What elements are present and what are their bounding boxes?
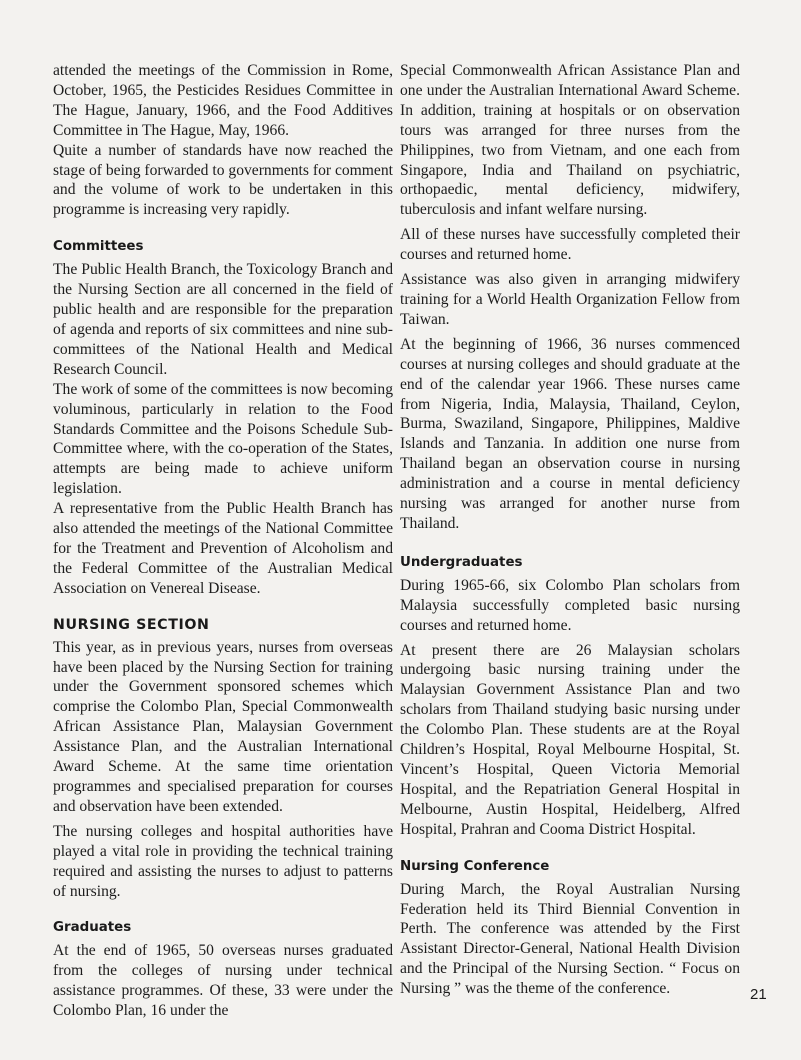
paragraph: Quite a number of standards have now reached the stage of being forwarded to governments for comment and the volume of work to be undertaken in this programme is increasing very rapidly. [53,141,393,219]
left-column [53,61,393,1021]
section-heading-committees: Committees [53,239,144,255]
section-heading-nursing-conference: Nursing Conference [400,858,550,874]
paragraph: During March, the Royal Australian Nursing Federation held its Third Biennial Convention in Perth. The conference was attended by the First Assistant Director-General, National Health Division and the Principal of the Nursing Section. “ Focus on Nursing ” was the theme of the conference. [400,880,740,998]
paragraph: At the beginning of 1966, 36 nurses commenced courses at nursing colleges and should graduate at the end of the calendar year 1966. These nurses came from Nigeria, India, Malaysia, Thailand, Ceylon, Burma, Swaziland, Singapore, Philippines, Maldive Islands and Tanzania. In addition one nurse from Thailand began an observation course in nursing administration and a course in mental deficiency nursing was arranged for another nurse from Thailand. [400,335,740,532]
paragraph: During 1965-66, six Colombo Plan scholars from Malaysia successfully completed basic nursing courses and returned home. [400,576,740,634]
section-heading-nursing-section: NURSING SECTION [53,616,210,633]
paragraph: attended the meetings of the Commission in Rome, October, 1965, the Pesticides Residues Committee in The Hague, January, 1966, and the Food Additives Committee in The Hague, May, 1966. [53,62,393,139]
paragraph: A representative from the Public Health Branch has also attended the meetings of the National Committee for the Treatment and Prevention of Alcoholism and the Federal Committee of the Australian Medical Association on Venereal Disease. [53,500,393,597]
paragraph: This year, as in previous years, nurses from overseas have been placed by the Nursing Section for training under the Government sponsored schemes which comprise the Colombo Plan, Special Commonwealth African Assistance Plan, Malaysian Government Assistance Plan, and the Australian International Award Scheme. At the same time orientation programmes and specialised preparation for courses and observation have been extended. [53,638,393,815]
paragraph: The nursing colleges and hospital authorities have played a vital role in providing the technical training required and assisting the nurses to adjust to patterns of nursing. [53,822,393,900]
paragraph: Special Commonwealth African Assistance Plan and one under the Australian International Award Scheme. In addition, training at hospitals or on observation tours was arranged for three nurses from the Philippines, two from Vietnam, and one each from Singapore, India and Thailand on psychiatric, orthopaedic, mental deficiency, midwifery, tuberculosis and infant welfare nursing. [400,62,740,219]
page-number: 21 [750,986,767,1003]
paragraph: Assistance was also given in arranging midwifery training for a World Health Organization Fellow from Taiwan. [400,271,740,328]
paragraph: The work of some of the committees is now becoming voluminous, particularly in relation to the Food Standards Committee and the Poisons Schedule Sub-Committee where, with the co-operation of the States, attempts are being made to achieve uniform legislation. [53,380,393,498]
right-column [400,61,740,999]
paragraph: At present there are 26 Malaysian scholars undergoing basic nursing training under the Malaysian Government Assistance Plan and two scholars from Thailand studying basic nursing under the Colombo Plan. These students are at the Royal Children’s Hospital, Royal Melbourne Hospital, St. Vincent’s Hospital, Queen Victoria Memorial Hospital, and the Repatriation General Hospital in Melbourne, Austin Hospital, Heidelberg, Alfred Hospital, Prahran and Cooma District Hospital. [400,641,740,838]
paragraph: The Public Health Branch, the Toxicology Branch and the Nursing Section are all concerned in the field of public health and are responsible for the preparation of agenda and reports of six committees and nine sub-committees of the National Health and Medical Research Council. [53,261,393,378]
section-heading-undergraduates: Undergraduates [400,554,523,570]
paragraph: All of these nurses have successfully completed their courses and returned home. [400,226,740,264]
section-heading-graduates: Graduates [53,920,132,936]
paragraph: At the end of 1965, 50 overseas nurses graduated from the colleges of nursing under technical assistance programmes. Of these, 33 were under the Colombo Plan, 16 under the [53,942,393,1020]
